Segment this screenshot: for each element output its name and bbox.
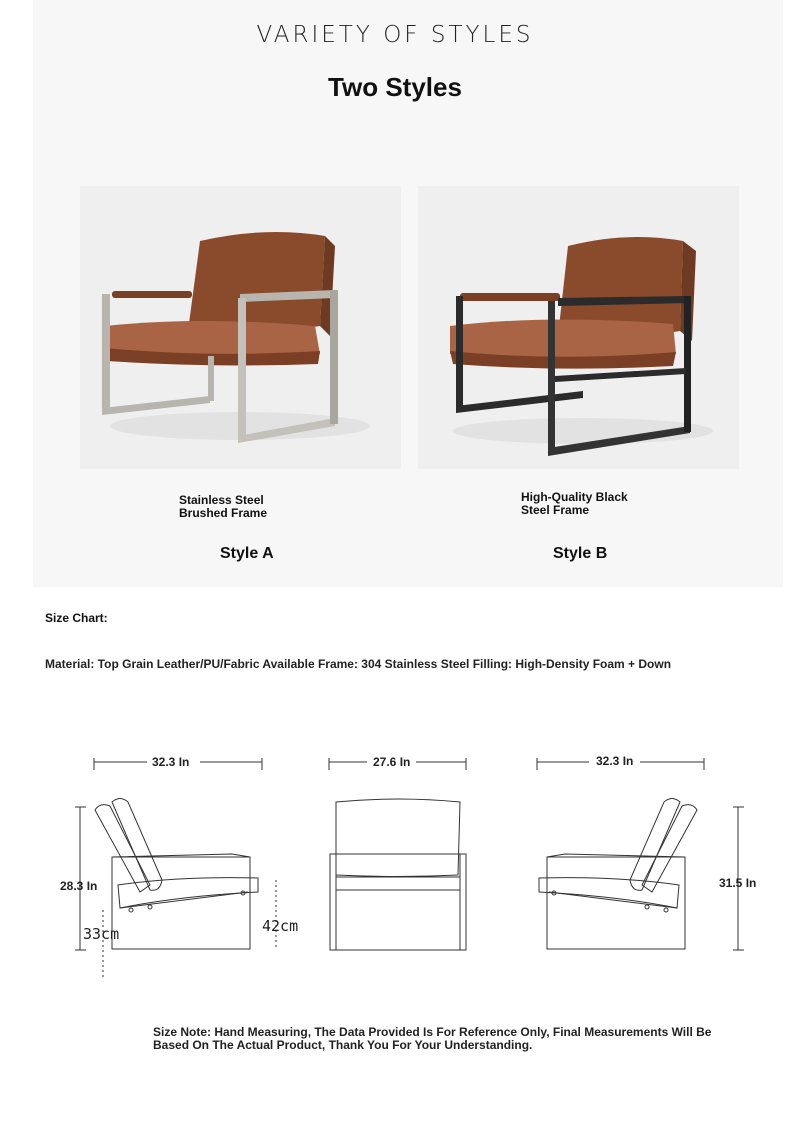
dimension-line-drawings: [0, 740, 790, 980]
style-a-name: Style A: [220, 545, 274, 562]
style-b-chair-image: [418, 186, 739, 469]
front-width-label: 27.6 In: [373, 755, 411, 769]
style-a-chair-image: [80, 186, 401, 469]
style-b-frame-label: High-Quality Black Steel Frame: [521, 490, 628, 517]
style-b-photo: [418, 186, 739, 469]
leg-height-label: 33cm: [83, 925, 120, 943]
style-b-name: Style B: [553, 545, 608, 562]
size-chart-title: Size Chart:: [45, 611, 108, 625]
arm-height-label: 42cm: [262, 917, 299, 935]
dimension-diagram: [0, 740, 790, 980]
style-a-photo: [80, 186, 401, 469]
seat-height-label: 28.3 In: [60, 879, 98, 893]
size-note: Size Note: Hand Measuring, The Data Provided Is For Reference Only, Final Measurements Will Be Based On The Actual Product, Thank You For Your Understanding.: [153, 1025, 712, 1052]
material-description: Material: Top Grain Leather/PU/Fabric Available Frame: 304 Stainless Steel Filling: High-Density Foam + Down: [45, 657, 672, 671]
side-width-right-label: 32.3 In: [596, 754, 634, 768]
side-width-label: 32.3 In: [152, 755, 190, 769]
section-subtitle: VARIETY OF STYLES: [256, 22, 534, 48]
section-title: Two Styles: [328, 72, 462, 102]
total-height-label: 31.5 In: [719, 876, 757, 890]
style-a-frame-label: Stainless Steel Brushed Frame: [179, 493, 268, 520]
